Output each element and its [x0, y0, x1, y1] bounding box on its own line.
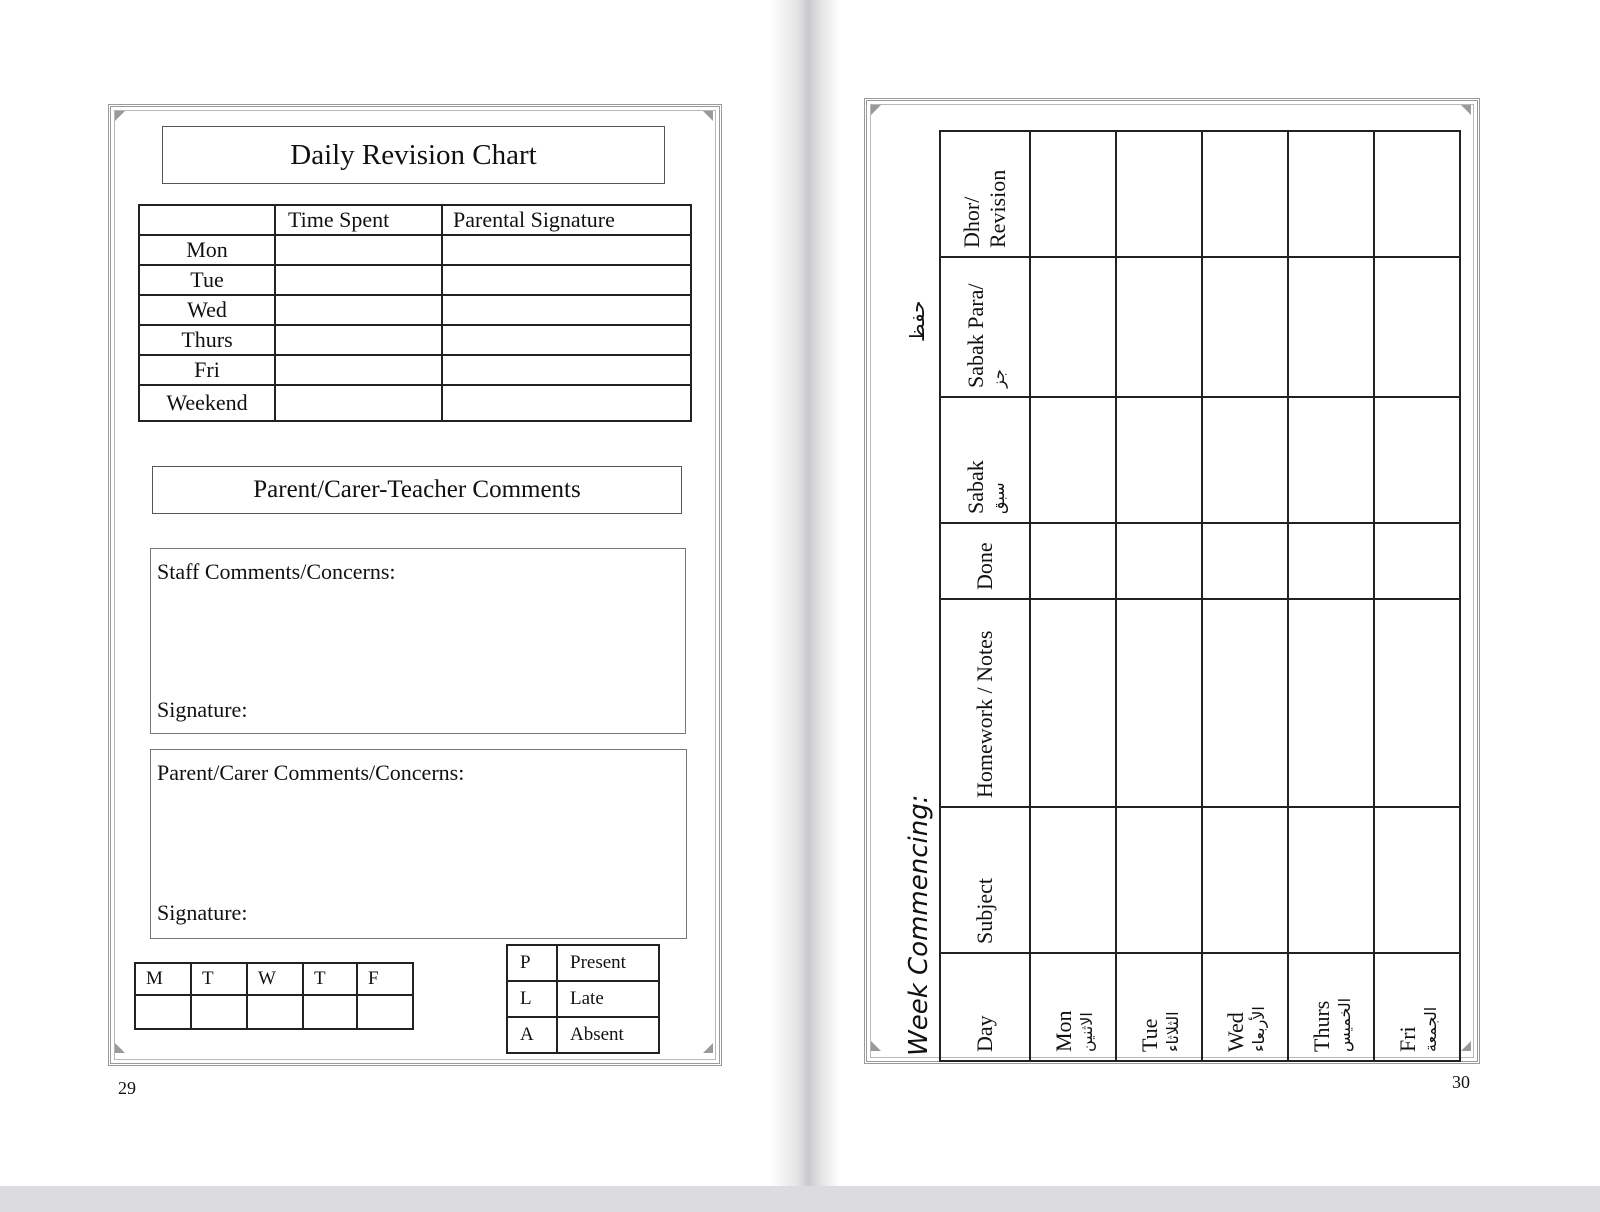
- attendance-cell[interactable]: [191, 995, 247, 1029]
- weekday-letter: F: [357, 963, 413, 995]
- signature-cell[interactable]: [442, 265, 691, 295]
- subject-cell[interactable]: [1116, 807, 1202, 953]
- signature-cell[interactable]: [442, 355, 691, 385]
- day-cell: [1116, 953, 1202, 1061]
- homework-cell[interactable]: [1374, 599, 1460, 807]
- time-spent-cell[interactable]: [275, 265, 442, 295]
- legend-meaning: Absent: [557, 1017, 659, 1053]
- day-arabic: الثلاثاء: [1162, 1011, 1182, 1052]
- day-label: Weekend: [139, 385, 275, 421]
- staff-comments-label: Staff Comments/Concerns:: [157, 559, 396, 584]
- dhor-column-header: Dhor/ Revision: [940, 131, 1030, 257]
- legend-meaning: Late: [557, 981, 659, 1017]
- done-cell[interactable]: [1116, 523, 1202, 599]
- day-cell: [1202, 953, 1288, 1061]
- sabak-cell[interactable]: [1030, 397, 1116, 523]
- corner-ornament: [871, 105, 881, 115]
- time-spent-cell[interactable]: [275, 235, 442, 265]
- table-header-blank: [139, 205, 275, 235]
- day-arabic: الجمعة: [1420, 1006, 1440, 1052]
- day-arabic: الاثنين: [1076, 1012, 1096, 1052]
- table-row: [139, 325, 691, 355]
- sabak-arabic-label: سبق: [988, 482, 1008, 514]
- homework-cell[interactable]: [1116, 599, 1202, 807]
- attendance-cell[interactable]: [357, 995, 413, 1029]
- sabak-cell[interactable]: [1374, 397, 1460, 523]
- sabak-para-cell[interactable]: [1374, 257, 1460, 397]
- dhor-cell[interactable]: [1116, 131, 1202, 257]
- weekday-letter: W: [247, 963, 303, 995]
- day-english: Mon: [1050, 1010, 1076, 1052]
- day-arabic: الخميس: [1334, 997, 1354, 1052]
- page-bottom-edge: [0, 1186, 1600, 1212]
- daily-revision-title: Daily Revision Chart: [162, 126, 665, 184]
- sabak-para-cell[interactable]: [1288, 257, 1374, 397]
- revision-table: [138, 204, 692, 422]
- day-cell: [1030, 953, 1116, 1061]
- day-label: Mon: [139, 235, 275, 265]
- sabak-cell[interactable]: [1288, 397, 1374, 523]
- corner-ornament: [115, 111, 125, 121]
- homework-cell[interactable]: [1030, 599, 1116, 807]
- weekday-letter: T: [303, 963, 357, 995]
- day-column-header: Day: [940, 953, 1030, 1061]
- staff-signature-label: Signature:: [157, 697, 248, 722]
- dhor-cell[interactable]: [1374, 131, 1460, 257]
- time-spent-cell[interactable]: [275, 355, 442, 385]
- week-commencing-label: Week Commencing:: [904, 794, 934, 1056]
- weekly-madrasah-chart: [899, 112, 1469, 1062]
- corner-ornament: [115, 1043, 125, 1053]
- book-gutter: [770, 0, 840, 1212]
- day-arabic: الأربعاء: [1248, 1006, 1268, 1052]
- day-label: Wed: [139, 295, 275, 325]
- weekly-chart-table: [939, 130, 1461, 1062]
- weekday-letter: T: [191, 963, 247, 995]
- sabak-para-cell[interactable]: [1116, 257, 1202, 397]
- parental-signature-header: Parental Signature: [442, 205, 691, 235]
- dhor-cell[interactable]: [1202, 131, 1288, 257]
- table-row: [139, 235, 691, 265]
- day-english: Wed: [1222, 1012, 1248, 1052]
- table-row: [139, 295, 691, 325]
- signature-cell[interactable]: [442, 295, 691, 325]
- time-spent-cell[interactable]: [275, 295, 442, 325]
- sabak-cell[interactable]: [1116, 397, 1202, 523]
- subject-cell[interactable]: [1374, 807, 1460, 953]
- weekday-attendance-grid: [134, 962, 414, 1030]
- table-header-row: [139, 205, 691, 235]
- table-row: [1116, 131, 1202, 1061]
- done-cell[interactable]: [1374, 523, 1460, 599]
- legend-code: L: [507, 981, 557, 1017]
- weekday-letter: M: [135, 963, 191, 995]
- homework-cell[interactable]: [1288, 599, 1374, 807]
- day-english: Tue: [1136, 1018, 1162, 1052]
- table-row: [1374, 131, 1460, 1061]
- table-row: [1202, 131, 1288, 1061]
- parent-signature-label: Signature:: [157, 900, 248, 925]
- signature-cell[interactable]: [442, 325, 691, 355]
- day-label: Thurs: [139, 325, 275, 355]
- sabak-cell[interactable]: [1202, 397, 1288, 523]
- corner-ornament: [703, 111, 713, 121]
- chart-header-row: [940, 131, 1030, 1061]
- corner-ornament: [703, 1043, 713, 1053]
- sabak-para-label: Sabak Para/: [962, 283, 988, 388]
- homework-column-header: Homework / Notes: [940, 599, 1030, 807]
- day-label: Fri: [139, 355, 275, 385]
- day-label: Tue: [139, 265, 275, 295]
- dhor-cell[interactable]: [1288, 131, 1374, 257]
- table-row: [1030, 131, 1116, 1061]
- table-row: [1288, 131, 1374, 1061]
- parent-comments-box[interactable]: [150, 749, 687, 939]
- table-row: [139, 265, 691, 295]
- dhor-cell[interactable]: [1030, 131, 1116, 257]
- signature-cell[interactable]: [442, 385, 691, 421]
- attendance-legend: [506, 944, 660, 1054]
- done-cell[interactable]: [1030, 523, 1116, 599]
- sabak-para-column-header: [940, 257, 1030, 397]
- attendance-cell[interactable]: [247, 995, 303, 1029]
- table-row: [139, 385, 691, 421]
- sabak-para-cell[interactable]: [1030, 257, 1116, 397]
- staff-comments-box[interactable]: [150, 548, 686, 734]
- legend-code: P: [507, 945, 557, 981]
- homework-cell[interactable]: [1202, 599, 1288, 807]
- comments-section-title: Parent/Carer-Teacher Comments: [152, 466, 682, 514]
- done-column-header: Done: [940, 523, 1030, 599]
- day-cell: [1288, 953, 1374, 1061]
- sabak-label: Sabak: [962, 460, 988, 514]
- page-number-right: 30: [1452, 1072, 1470, 1092]
- done-cell[interactable]: [1288, 523, 1374, 599]
- sabak-para-cell[interactable]: [1202, 257, 1288, 397]
- table-row: [139, 355, 691, 385]
- day-english: Fri: [1394, 1026, 1420, 1052]
- day-english: Thurs: [1308, 1000, 1334, 1052]
- subject-cell[interactable]: [1030, 807, 1116, 953]
- attendance-cell[interactable]: [303, 995, 357, 1029]
- sabak-column-header: [940, 397, 1030, 523]
- hifz-label: حفظ: [905, 300, 929, 342]
- legend-meaning: Present: [557, 945, 659, 981]
- done-cell[interactable]: [1202, 523, 1288, 599]
- legend-code: A: [507, 1017, 557, 1053]
- corner-ornament: [871, 1041, 881, 1051]
- time-spent-cell[interactable]: [275, 325, 442, 355]
- subject-cell[interactable]: [1288, 807, 1374, 953]
- time-spent-cell[interactable]: [275, 385, 442, 421]
- sabak-para-arabic-label: جز: [988, 369, 1008, 388]
- parent-comments-label: Parent/Carer Comments/Concerns:: [157, 760, 465, 785]
- day-cell: [1374, 953, 1460, 1061]
- subject-column-header: Subject: [940, 807, 1030, 953]
- time-spent-header: Time Spent: [275, 205, 442, 235]
- subject-cell[interactable]: [1202, 807, 1288, 953]
- signature-cell[interactable]: [442, 235, 691, 265]
- attendance-cell[interactable]: [135, 995, 191, 1029]
- page-number-left: 29: [118, 1078, 136, 1098]
